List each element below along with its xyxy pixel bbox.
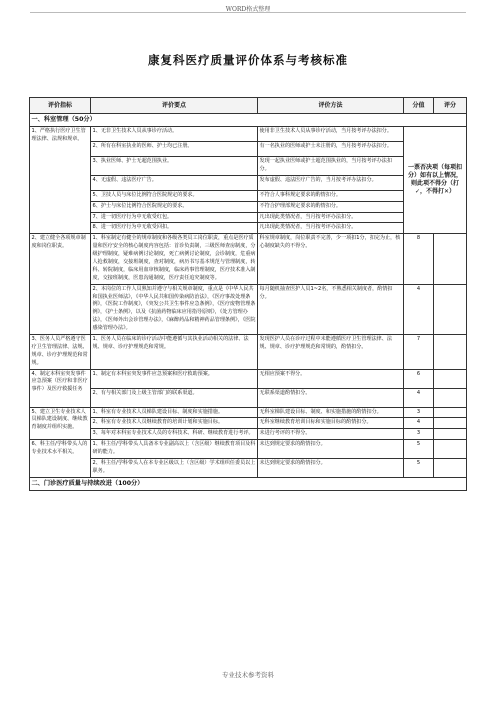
method-cell: 发现一起执业医师或护士超范围执业的，当月按考评办法扣分。 (258, 157, 404, 176)
score-cell: 3 (404, 407, 434, 418)
point-cell: 1、制定有本科室突发事件应急预案和医疗救助预案。 (91, 369, 258, 388)
section-row (30, 114, 467, 127)
table-row (30, 127, 467, 142)
table-row (30, 335, 467, 370)
method-cell: 发布虚假、违法医疗广告的，当月按考评办法扣分。 (258, 175, 404, 190)
rating-cell (434, 388, 467, 407)
rating-cell (434, 429, 467, 440)
method-cell: 未达到规定要求的酌情扣分。 (258, 440, 404, 459)
method-cell: 无相应预案不得分。 (258, 369, 404, 388)
point-cell: 2、本岗位的工作人员熟知并遵守与相关规章制度，重点是《中华人民共和国执业医师法》，《中华人民共和国传染病防治法》，《医疗事故处理条例》，《医院工作制度》，《突发公共卫生事件应急条例》，《医疗废物管理条例》，《护士条例》，以及《抗菌药物临床应用指导原则》，《处方管理办法》，《医师外出会诊管理办法》，《麻醉药品和精神药品管理条例》，《医院感染管理办法》。 (91, 284, 258, 334)
page-header: WORD格式整理 (225, 6, 271, 13)
evaluation-table (29, 97, 467, 491)
point-cell: 1、科室制定有健全的规章制度和各级各类员工岗位职责，重点是医疗质量和医疗安全的核心制度内容包括：首诊负责制，三级医师查房制度，分级护理制度，疑难病例讨论制度，死亡病例讨论制度，会诊制度，危重病人抢救制度，交接班制度，查对制度，病历书写基本规范与管理制度，转科、转院制度，临床用血审核制度，临床药事管理制度，医疗技术准入制度，交接班制度，医患沟通制度，医疗责任追究制度等。 (91, 234, 258, 284)
point-cell: 3、每年对本科室专业技术人员的专科技术、科研、继续教育进行考评。 (91, 429, 258, 440)
indicator-cell: 4、制定本科室突发事件应急预案（医疗和非医疗事件）及医疗救援任务 (30, 369, 91, 407)
score-cell: 5 (404, 459, 434, 478)
table-row (30, 429, 467, 440)
method-cell: 不符合人事科规定要求的酌情扣分。 (258, 190, 404, 201)
score-cell: 3 (404, 429, 434, 440)
document-title: 康复科医疗质量评价体系与考核标准 (148, 53, 348, 67)
point-cell: 2、所有在科室执业的医师、护士均已注册。 (91, 142, 258, 157)
table-row (30, 418, 467, 429)
point-cell: 3、执业医师、护士无超范围执业。 (91, 157, 258, 176)
indicator-cell: 1、严格执行医疗卫生管理法律、法规和规章。 (30, 127, 91, 234)
indicator-cell: 2、建立健全各项规章制度和岗位职责。 (30, 234, 91, 335)
table-row (30, 190, 467, 201)
method-cell: 凡出现此类情况者，当月按考评办法扣分。 (258, 212, 404, 223)
method-cell: 不符合护理部规定要求的酌情扣分。 (258, 201, 404, 212)
col-header-score: 分值 (404, 98, 434, 114)
rating-cell (434, 407, 467, 418)
method-cell: 凡出现此类情况者，当月按考评办法扣分。 (258, 223, 404, 234)
table-row (30, 440, 467, 459)
section-title: 二、门诊医疗质量与持续改进（100分） (30, 477, 467, 490)
point-cell: 2、科主任/学科带头人在本专业区级以上（含区级）学术组织任委员以上职务。 (91, 459, 258, 478)
point-cell: 1、医务人员在临床的诊疗活动中能遵循与其执业活动相关的法律、法规、规章、诊疗护理规范和常规。 (91, 335, 258, 370)
score-cell: 4 (404, 418, 434, 429)
table-row (30, 369, 467, 388)
table-row (30, 284, 467, 334)
score-cell: 7 (404, 335, 434, 370)
method-cell: 有一名执业的医师或护士未注册的，当月按考评办法扣分。 (258, 142, 404, 157)
section-title: 一、科室管理（50分） (30, 114, 467, 127)
table-header-row (30, 98, 467, 114)
method-cell: 发现医护人员在诊疗过程中未能遵循医疗卫生管理法律、法规、规章、诊疗护理规范和常规的，酌情扣分。 (258, 335, 404, 370)
col-header-rating: 评分 (434, 98, 467, 114)
table-row (30, 459, 467, 478)
table-row (30, 212, 467, 223)
veto-note: 一票否决项（每项扣分）如有以上情况，则此项不得分（打✓，不得打✕） (404, 127, 467, 234)
rating-cell (434, 284, 467, 334)
table-row (30, 142, 467, 157)
score-cell: 6 (404, 369, 434, 388)
rating-cell (434, 335, 467, 370)
method-cell: 无科室梯队建设目标、制度、和实施措施的酌情扣分。 (258, 407, 404, 418)
score-cell: 4 (404, 284, 434, 334)
table-row (30, 407, 467, 418)
rating-cell (434, 440, 467, 459)
method-cell: 未进行考评的不得分。 (258, 429, 404, 440)
col-header-method: 评价方法 (258, 98, 404, 114)
col-header-point: 评价要点 (91, 98, 258, 114)
indicator-cell: 5、建立卫生专业技术人员梯队建设制度、继续教育制度并组织实施。 (30, 407, 91, 440)
method-cell: 无联系渠道酌情扣分。 (258, 388, 404, 407)
table-row (30, 234, 467, 284)
point-cell: 8、进一切医疗行为中无收受回扣。 (91, 223, 258, 234)
section-row (30, 477, 467, 490)
table-row (30, 175, 467, 190)
method-cell: 使用非卫生技术人员从事诊疗活动，当月按考评办法扣分。 (258, 127, 404, 142)
indicator-cell: 3、医务人员严格遵守医疗卫生管理法律、法规、规章、诊疗护理规范和常规。 (30, 335, 91, 370)
col-header-indicator: 评价指标 (30, 98, 91, 114)
table-row (30, 201, 467, 212)
table-row (30, 223, 467, 234)
rating-cell (434, 234, 467, 284)
point-cell: 6、护士与床位比例符合医院规定的要求。 (91, 201, 258, 212)
rating-cell (434, 418, 467, 429)
header-divider (30, 12, 466, 13)
rating-cell (434, 369, 467, 388)
point-cell: 1、科室有专业技术人员梯队建设目标、制度和实施措施。 (91, 407, 258, 418)
point-cell: 5、卫技人员与床位比例符合医院规定的要求。 (91, 190, 258, 201)
score-cell: 8 (404, 234, 434, 284)
table-row (30, 157, 467, 176)
point-cell: 1、科主任/学科带头人具备本专业副高以上（含区级）继续教育项目及科研的能力。 (91, 440, 258, 459)
table-row (30, 388, 467, 407)
point-cell: 7、进一切医疗行为中无收受红包。 (91, 212, 258, 223)
method-cell: 无科室继续教育培训目标和实施目标的酌情扣分。 (258, 418, 404, 429)
method-cell: 科室规章制度，岗位职责不完善，少一项扣1分，扣完为止，核心制度缺失的不得分。 (258, 234, 404, 284)
score-cell: 4 (404, 388, 434, 407)
point-cell: 4、无虚假、违法医疗广告。 (91, 175, 258, 190)
method-cell: 未达到规定要求的酌情扣分。 (258, 459, 404, 478)
method-cell: 每月随机抽查医护人员1~2名，不熟悉相关制度者，酌情扣分。 (258, 284, 404, 334)
point-cell: 2、科室有专业技术人员继续教育的培训计划和实施目标。 (91, 418, 258, 429)
rating-cell (434, 459, 467, 478)
point-cell: 2、有与相关部门及上级主管部门的联系渠道。 (91, 388, 258, 407)
score-cell: 5 (404, 440, 434, 459)
indicator-cell: 6、科主任/学科带头人的专业技术水平相关。 (30, 440, 91, 478)
page-footer: 专业技术参考资料 (222, 671, 274, 679)
point-cell: 1、无非卫生技术人员从事诊疗活动。 (91, 127, 258, 142)
